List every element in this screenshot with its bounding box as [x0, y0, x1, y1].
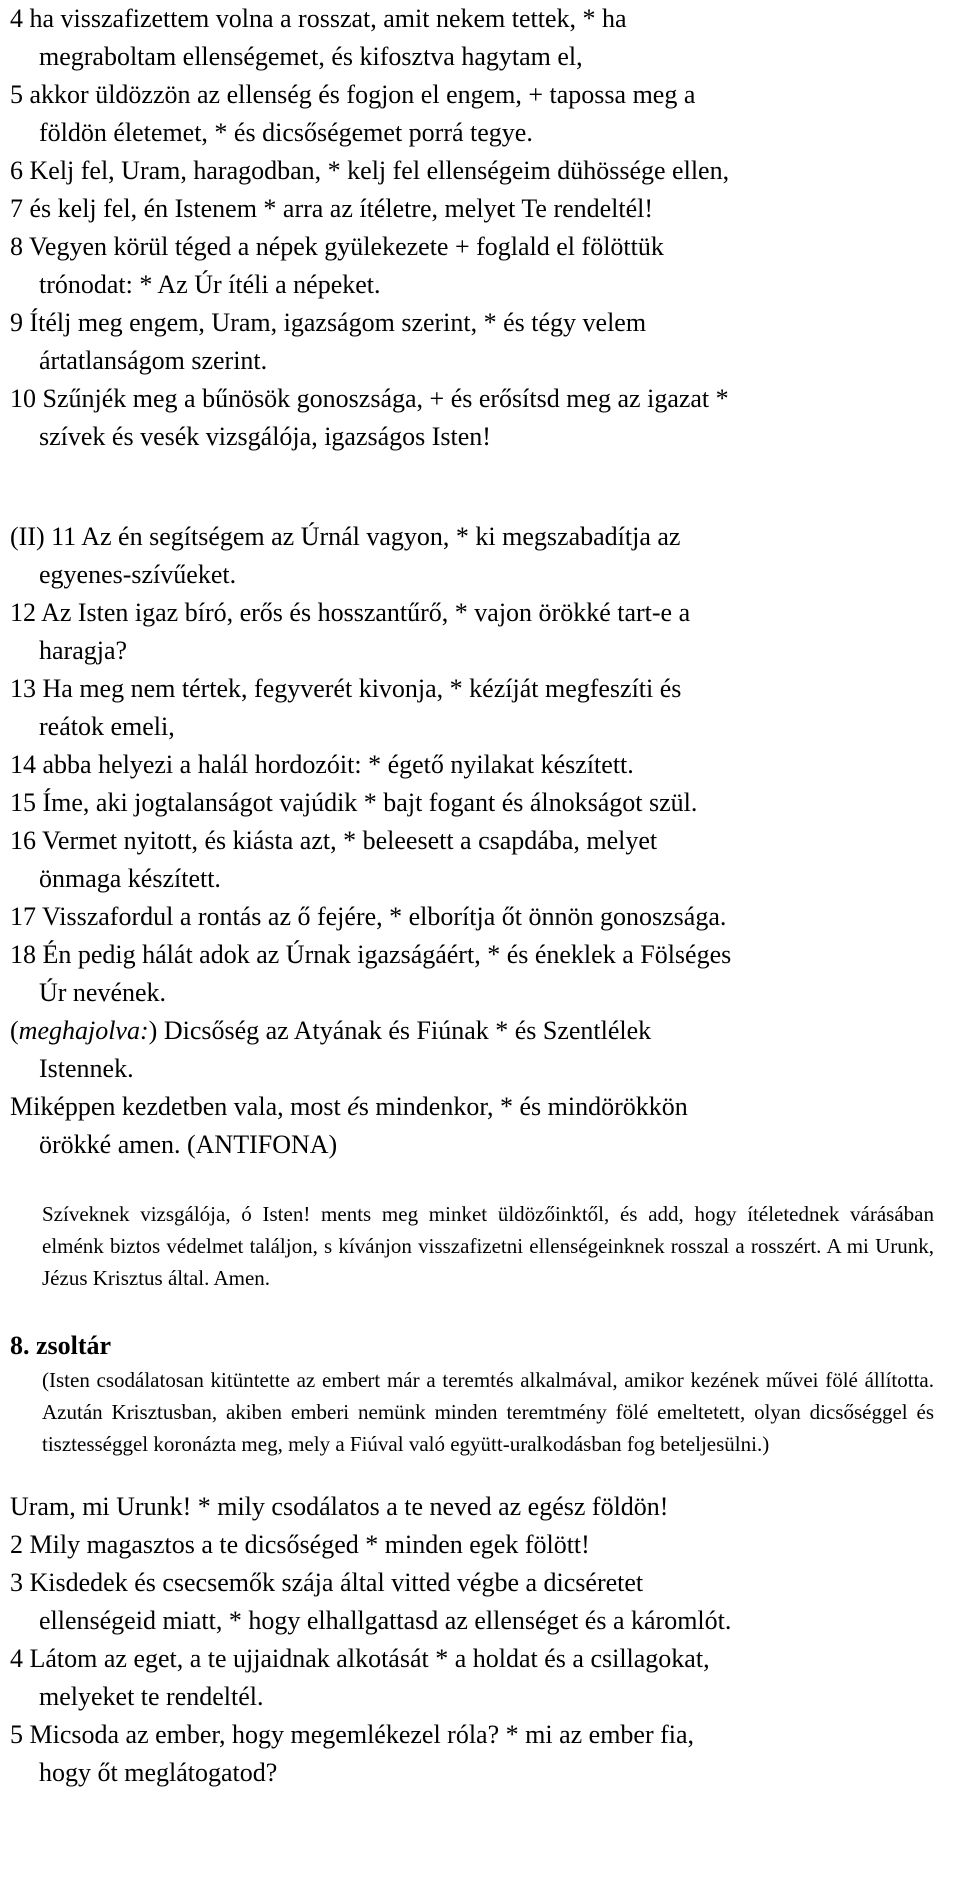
doxology-line-1: (meghajolva:) Dicsőség az Atyának és Fiúnak * és Szentlélek Istennek.: [10, 1016, 652, 1083]
section-gap: [10, 456, 934, 518]
verse-14: 14 abba helyezi a halál hordozóit: * égető nyilakat készített.: [10, 750, 634, 779]
verse-12: 12 Az Isten igaz bíró, erős és hosszantűrő, * vajon örökké tart-e a haragja?: [10, 598, 691, 665]
verse-6: 6 Kelj fel, Uram, haragodban, * kelj fel ellenségeim dühössége ellen,: [10, 156, 730, 185]
verse-11: (II) 11 Az én segítségem az Úrnál vagyon, * ki megszabadítja az egyenes-szívűeket.: [10, 522, 681, 589]
verse-18: 18 Én pedig hálát adok az Úrnak igazságáért, * és éneklek a Fölséges Úr nevének.: [10, 940, 732, 1007]
verse-16: 16 Vermet nyitott, és kiásta azt, * beleesett a csapdába, melyet önmaga készített.: [10, 826, 658, 893]
verse-17: 17 Visszafordul a rontás az ő fejére, * elborítja őt önnön gonoszsága.: [10, 902, 727, 931]
verse-8: 8 Vegyen körül téged a népek gyülekezete + foglald el fölöttük trónodat: * Az Úr ítéli a népeket.: [10, 232, 664, 299]
verse-13: 13 Ha meg nem tértek, fegyverét kivonja, * kézíját megfeszíti és reátok emeli,: [10, 674, 682, 741]
verse-5: 5 akkor üldözzön az ellenség és fogjon el engem, + tapossa meg a földön életemet, * és dicsőségemet porrá tegye.: [10, 80, 696, 147]
psalm-8-verse-3: 3 Kisdedek és csecsemők szája által vitted végbe a dicséretet ellenségeid miatt, * hogy elhallgattasd az ellenséget és a káromlót.: [10, 1568, 732, 1635]
section-gap: [10, 1164, 934, 1198]
verse-4: 4 ha visszafizettem volna a rosszat, amit nekem tettek, * ha megraboltam ellenségemet, és kifosztva hagytam el,: [10, 4, 627, 71]
doxology-line-2: Miképpen kezdetben vala, most és mindenkor, * és mindörökkön örökké amen. (ANTIFONA): [10, 1092, 688, 1159]
psalm-verses-part2: [10, 518, 934, 1164]
verse-7: 7 és kelj fel, én Istenem * arra az ítéletre, melyet Te rendeltél!: [10, 194, 654, 223]
psalm-8-verse-4: 4 Látom az eget, a te ujjaidnak alkotását * a holdat és a csillagokat, melyeket te rendeltél.: [10, 1644, 710, 1711]
verse-15: 15 Íme, aki jogtalanságot vajúdik * bajt fogant és álnokságot szül.: [10, 788, 698, 817]
psalm-8-title: 8. zsoltár: [10, 1331, 112, 1360]
verse-10: 10 Szűnjék meg a bűnösök gonoszsága, + és erősítsd meg az igazat * szívek és vesék vizsgálója, igazságos Isten!: [10, 384, 729, 451]
psalm-8-verses: [10, 1488, 934, 1792]
psalm-8-verse-1: Uram, mi Urunk! * mily csodálatos a te neved az egész földön!: [10, 1492, 669, 1521]
psalm-8-verse-2: 2 Mily magasztos a te dicsőséged * minden egek fölött!: [10, 1530, 590, 1559]
psalm-8-verse-5: 5 Micsoda az ember, hogy megemlékezel róla? * mi az ember fia, hogy őt meglátogatod?: [10, 1720, 695, 1787]
psalm-verses-part1: [10, 0, 934, 456]
bow-rubric: meghajolva:: [18, 1016, 149, 1045]
section-gap: [10, 1294, 934, 1328]
verse-9: 9 Ítélj meg engem, Uram, igazságom szerint, * és tégy velem ártatlanságom szerint.: [10, 308, 647, 375]
section-gap: [10, 1460, 934, 1488]
psalm-8-intro: (Isten csodálatosan kitüntette az embert már a teremtés alkalmával, amikor kezének művei fölé állította. Azután Krisztusban, akiben emberi nemünk minden teremtmény fölé emeltetett, olyan dicsőséggel és tisztességgel koronázta meg, mely a Fiúval való együtt-uralkodásban fog beteljesülni.): [42, 1368, 934, 1456]
closing-prayer: Szíveknek vizsgálója, ó Isten! ments meg minket üldözőinktől, és add, hogy ítéletednek várásában elménk biztos védelmet találjon, s kívánjon visszafizetni ellenségeinknek rosszal a rosszért. A mi Urunk, Jézus Krisztus által. Amen.: [42, 1202, 934, 1290]
